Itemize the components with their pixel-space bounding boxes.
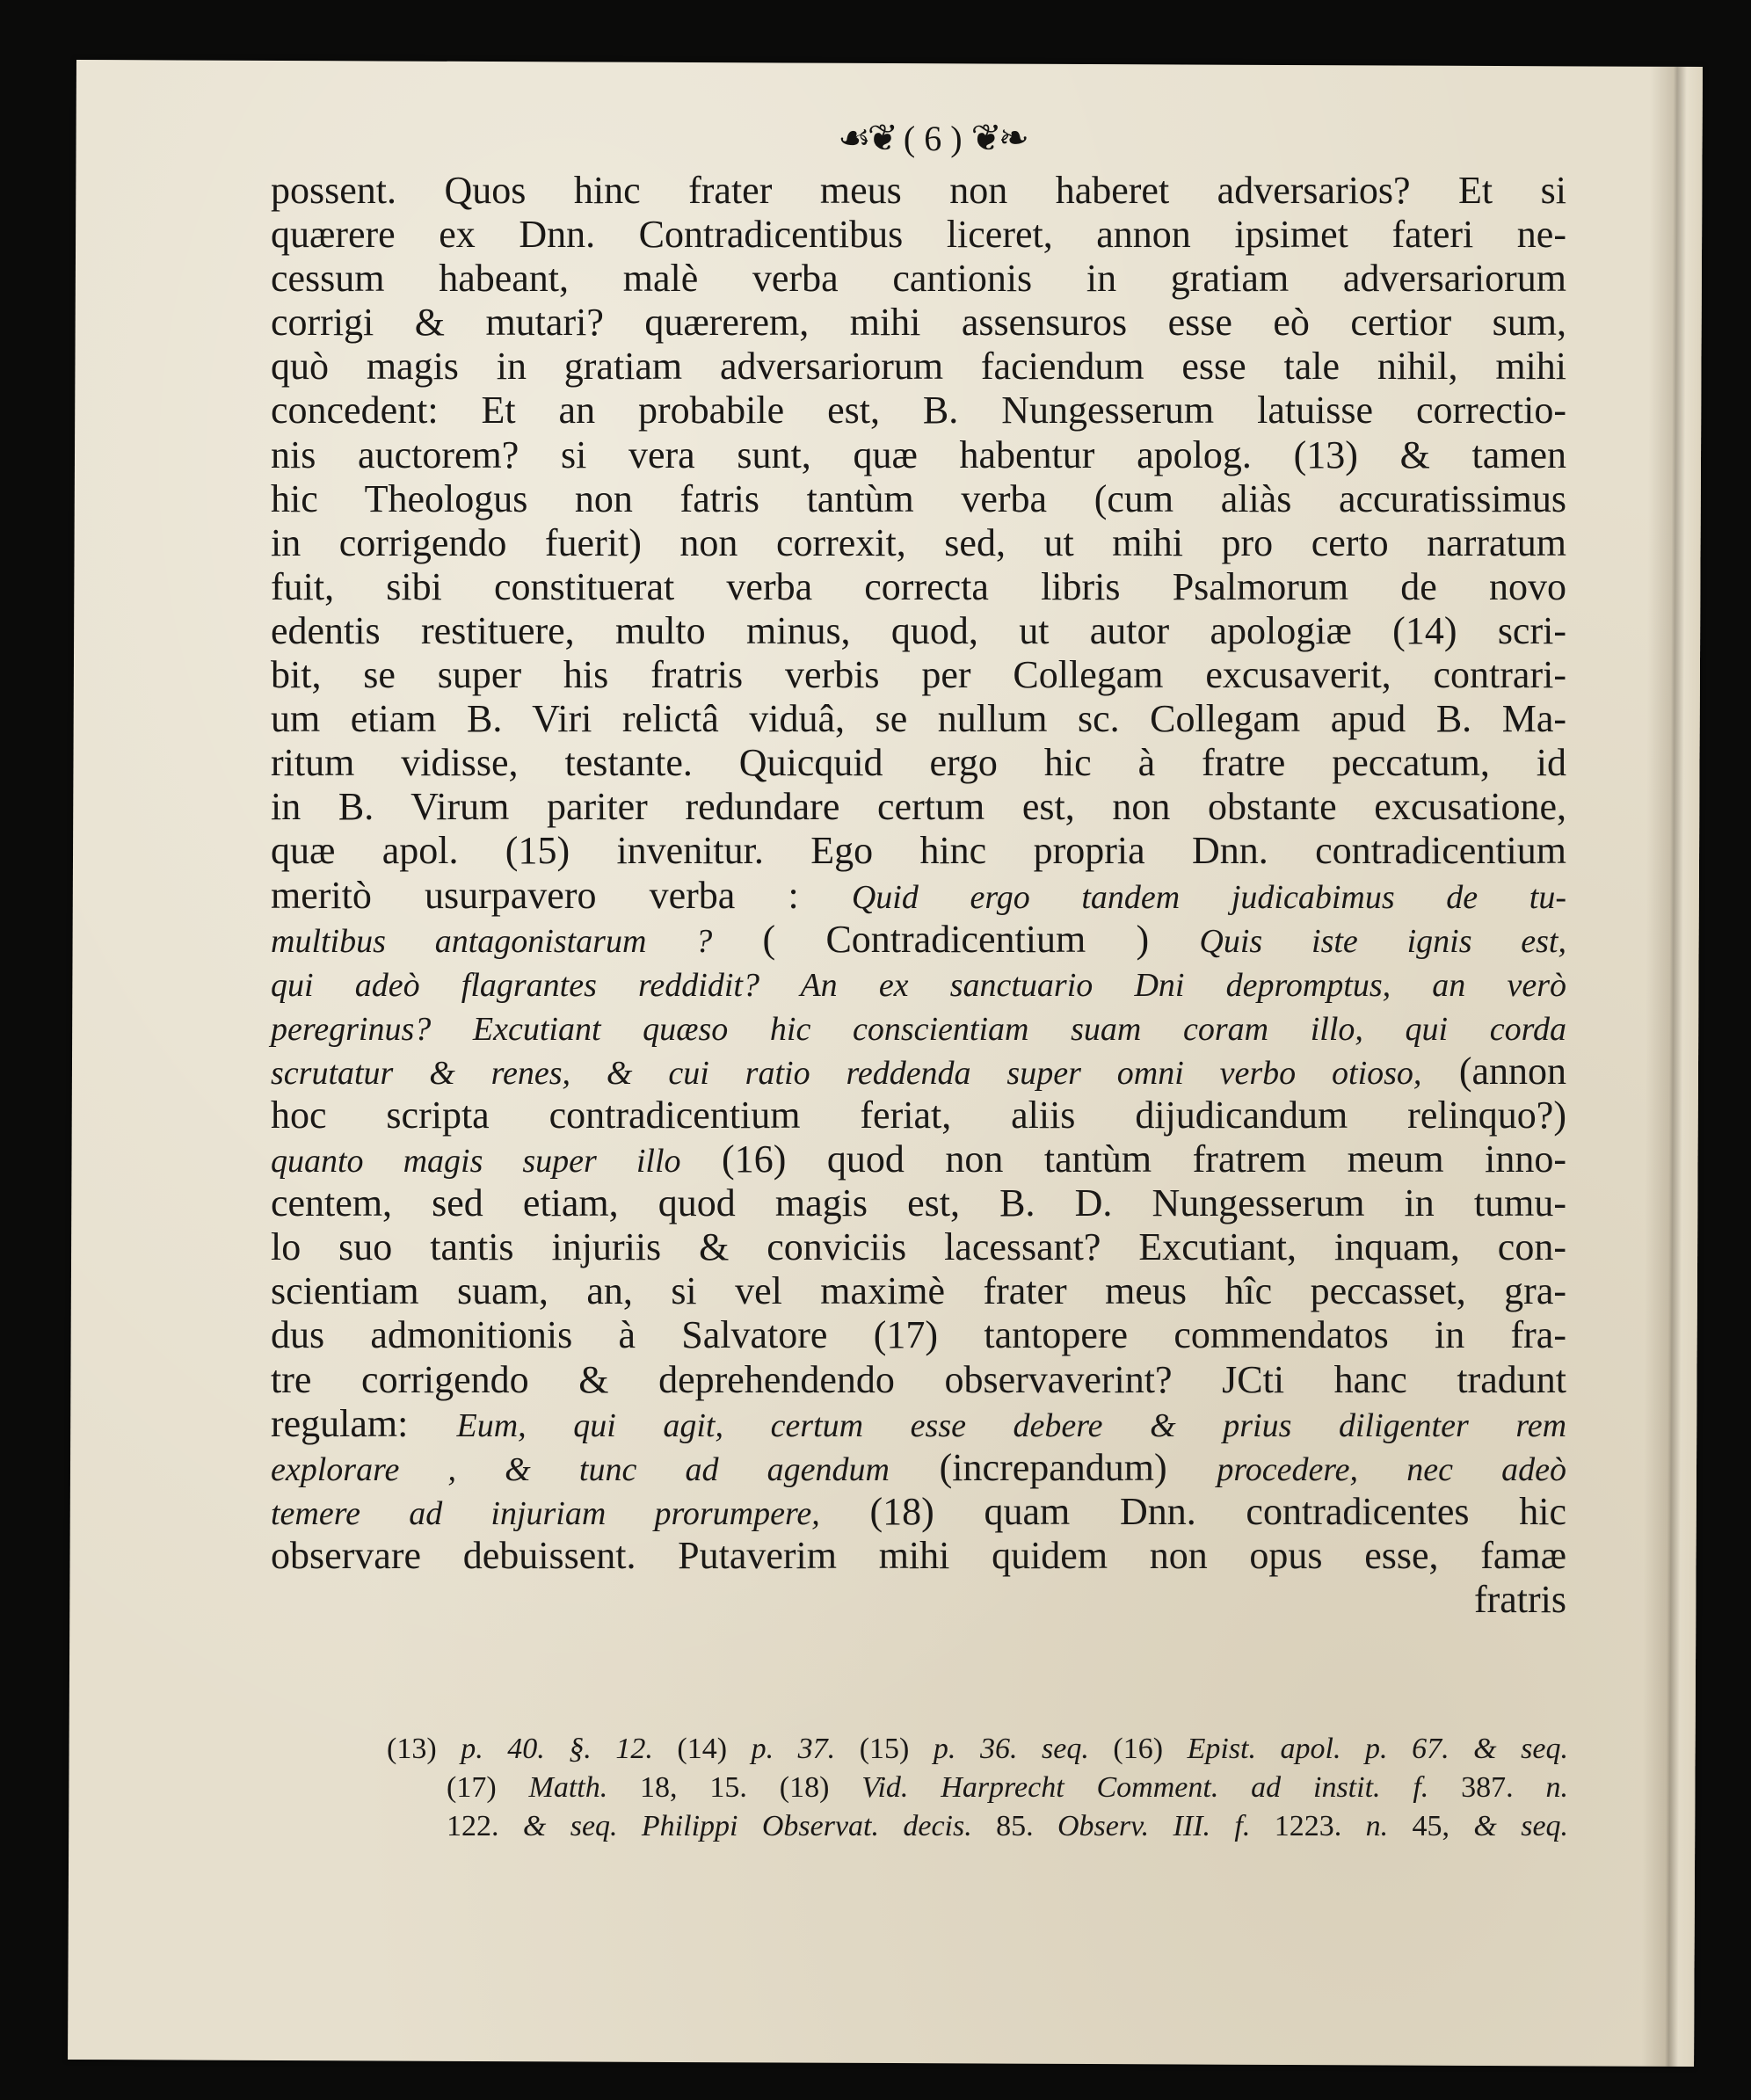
italic-text: scrutatur & renes, & cui ratio reddenda super omni verbo otioso,	[271, 1054, 1422, 1092]
text-line	[271, 565, 1566, 609]
text-line	[271, 213, 1566, 257]
footnote-italic: Observ. III. f.	[1057, 1810, 1251, 1842]
text-line	[271, 1225, 1566, 1269]
roman-text: fuit, sibi constituerat verba correcta libris Psalmorum de novo	[271, 564, 1566, 608]
footnote-italic: & seq.	[1473, 1810, 1569, 1842]
text-line	[271, 257, 1566, 301]
footnote-italic: n.	[1365, 1810, 1389, 1842]
roman-text: cessum habeant, malè verba cantionis in gratiam adversariorum	[271, 257, 1566, 301]
roman-text: hoc scripta contradicentium feriat, aliis dijudicandum relinquo?)	[271, 1093, 1566, 1137]
text-line	[271, 697, 1566, 741]
text-line	[271, 1269, 1566, 1313]
italic-text: explorare , & tunc ad agendum	[271, 1450, 890, 1488]
roman-text: in corrigendo fuerit) non correxit, sed, ut mihi pro certo narratum	[271, 520, 1566, 564]
roman-text: concedent: Et an probabile est, B. Nungesserum latuisse correctio-	[271, 389, 1566, 432]
text-line	[271, 785, 1566, 829]
page-header	[774, 113, 1090, 165]
roman-text: observare debuissent. Putaverim mihi quidem non opus esse, famæ	[271, 1533, 1566, 1577]
ornament-left-icon: ☙❦	[838, 119, 895, 159]
roman-text: meritò usurpavero verba :	[271, 873, 852, 917]
text-line	[271, 1137, 1566, 1181]
footnote-italic: n.	[1545, 1771, 1568, 1804]
footnote-italic: Matth.	[528, 1771, 608, 1804]
footnote-roman: 85.	[971, 1810, 1057, 1842]
footnote-italic: Vid. Harprecht Comment. ad instit. f.	[861, 1771, 1429, 1804]
roman-text: quæ apol. (15) invenitur. Ego hinc propria Dnn. contradicentium	[271, 829, 1566, 873]
text-line	[271, 1050, 1566, 1094]
footnote-roman: (13)	[387, 1733, 461, 1765]
text-line	[271, 653, 1566, 697]
text-line	[271, 301, 1566, 345]
footnote-roman: 122.	[447, 1810, 523, 1842]
italic-text: Quis iste ignis est,	[1199, 922, 1566, 960]
text-line	[271, 962, 1566, 1006]
roman-text: quò magis in gratiam adversariorum faciendum esse tale nihil, mihi	[271, 345, 1566, 389]
footnote-italic: p. 37.	[751, 1733, 836, 1765]
footnote-line	[387, 1730, 1568, 1769]
text-line	[271, 1358, 1566, 1402]
text-line	[271, 345, 1566, 389]
text-line	[271, 1534, 1566, 1578]
text-line	[271, 1490, 1566, 1534]
footnote-italic: Epist. apol. p. 67. & seq.	[1187, 1733, 1568, 1765]
text-line	[271, 1181, 1566, 1225]
roman-text: centem, sed etiam, quod magis est, B. D. Nungesserum in tumu-	[271, 1181, 1566, 1225]
footnote-italic: p. 36. seq.	[933, 1733, 1089, 1765]
roman-text: nis auctorem? si vera sunt, quæ habentur apolog. (13) & tamen	[271, 432, 1566, 476]
italic-text: Eum, qui agit, certum esse debere & prius diligenter rem	[456, 1406, 1567, 1444]
roman-text: tre corrigendo & deprehendendo observaverint? JCti hanc tradunt	[271, 1357, 1566, 1401]
footnote-roman: 1223.	[1250, 1810, 1366, 1842]
footnote-roman: (14)	[652, 1733, 752, 1765]
text-line	[271, 874, 1566, 918]
footnote-roman: 18, 15. (18)	[607, 1771, 862, 1804]
roman-text: bit, se super his fratris verbis per Collegam excusaverit, contrari-	[271, 653, 1566, 697]
footnote-roman: 387.	[1428, 1771, 1546, 1804]
italic-text: multibus antagonistarum ?	[271, 922, 713, 960]
roman-text: (annon	[1421, 1049, 1566, 1093]
text-line	[271, 1402, 1566, 1446]
roman-text: hic Theologus non fatris tantùm verba (cum aliàs accuratissimus	[271, 476, 1566, 520]
footnote-line	[447, 1807, 1568, 1846]
text-line	[271, 389, 1566, 432]
page-number: ( 6 )	[903, 119, 963, 158]
roman-text: ritum vidisse, testante. Quicquid ergo hic à fratre peccatum, id	[271, 741, 1566, 785]
footnotes	[387, 1730, 1568, 1846]
italic-text: quanto magis super illo	[271, 1143, 681, 1181]
text-line	[271, 609, 1566, 653]
text-line	[271, 169, 1566, 213]
roman-text: scientiam suam, an, si vel maximè frater meus hîc peccasset, gra-	[271, 1269, 1566, 1313]
text-line	[271, 829, 1566, 873]
text-line	[271, 477, 1566, 521]
text-line	[271, 433, 1566, 477]
italic-text: qui adeò flagrantes reddidit? An ex sanctuario Dni depromptus, an verò	[271, 966, 1566, 1004]
footnote-roman: (16)	[1088, 1733, 1188, 1765]
footnote-italic: & seq. Philippi Observat. decis.	[522, 1810, 972, 1842]
catchword: fratris	[1473, 1578, 1566, 1621]
roman-text: corrigi & mutari? quærerem, mihi assensuros esse eò certior sum,	[271, 301, 1566, 345]
roman-text: edentis restituere, multo minus, quod, ut autor apologiæ (14) scri-	[271, 608, 1566, 652]
text-line	[271, 1578, 1566, 1622]
text-line	[271, 918, 1566, 962]
roman-text: (increpandum)	[889, 1445, 1217, 1489]
footnote-roman: (15)	[835, 1733, 934, 1765]
footnote-roman: (17)	[447, 1771, 529, 1804]
italic-text: peregrinus? Excutiant quæso hic conscientiam suam coram illo, qui corda	[271, 1010, 1566, 1048]
roman-text: um etiam B. Viri relictâ viduâ, se nullum sc. Collegam apud B. Ma-	[271, 697, 1566, 741]
text-line	[271, 1094, 1566, 1137]
roman-text: in B. Virum pariter redundare certum est, non obstante excusatione,	[271, 785, 1566, 829]
text-line	[271, 1313, 1566, 1357]
text-line	[271, 1446, 1566, 1490]
roman-text: quærere ex Dnn. Contradicentibus liceret, annon ipsimet fateri ne-	[271, 213, 1566, 257]
main-text	[271, 169, 1566, 1622]
italic-text: temere ad injuriam prorumpere,	[271, 1494, 820, 1532]
roman-text: ( Contradicentium )	[712, 917, 1200, 961]
page-spine-shadow	[1641, 67, 1703, 2067]
roman-text: dus admonitionis à Salvatore (17) tantopere commendatos in fra-	[271, 1313, 1566, 1357]
footnote-italic: p. 40. §. 12.	[461, 1733, 653, 1765]
ornament-right-icon: ❦❧	[970, 119, 1026, 159]
text-line	[271, 741, 1566, 785]
roman-text: regulam:	[271, 1401, 457, 1445]
italic-text: Quid ergo tandem judicabimus de tu-	[851, 878, 1566, 916]
roman-text: possent. Quos hinc frater meus non haberet adversarios? Et si	[271, 169, 1566, 212]
text-line	[271, 1006, 1566, 1050]
footnote-line	[447, 1769, 1568, 1807]
text-line	[271, 521, 1566, 565]
footnote-roman: 45,	[1388, 1810, 1474, 1842]
roman-text: (18) quam Dnn. contradicentes hic	[819, 1489, 1566, 1533]
roman-text: lo suo tantis injuriis & conviciis lacessant? Excutiant, inquam, con-	[271, 1225, 1566, 1269]
italic-text: procedere, nec adeò	[1217, 1450, 1566, 1488]
roman-text: (16) quod non tantùm fratrem meum inno-	[680, 1137, 1567, 1181]
